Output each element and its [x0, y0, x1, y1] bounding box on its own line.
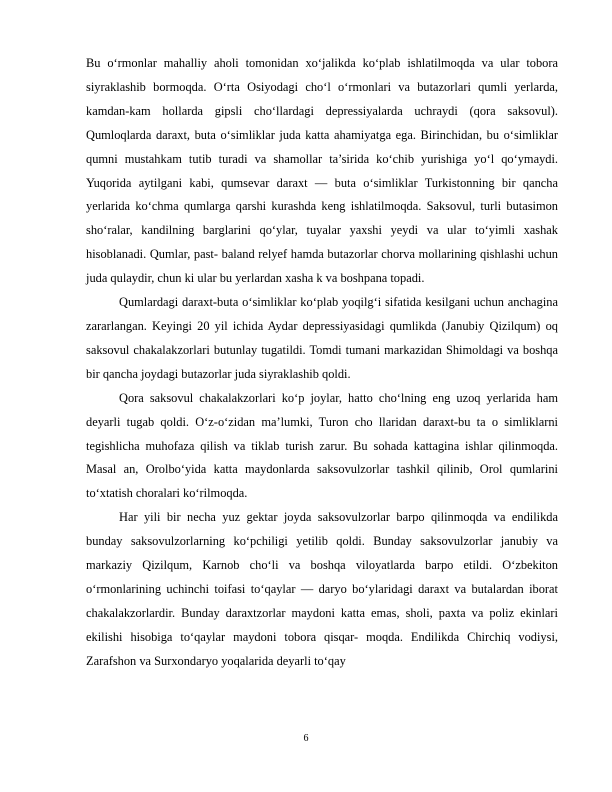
- paragraph-2: Qumlardagi daraxt-buta o‘simliklar ko‘plab yoqilg‘i sifatida kesilgani uchun anchagina zararlangan. Keyingi 20 yil ichida Aydar depressiyasidagi qumlikda (Janubiy Qizilqum) oq saksovul chakalakzorlari butunlay tugatildi. Tomdi tumani markazidan Shimoldagi va boshqa bir qancha joydagi butazorlar juda siyraklashib qoldi.: [86, 295, 558, 381]
- page-number: 6: [303, 733, 309, 744]
- document-body: [86, 52, 558, 674]
- paragraph-1: Bu o‘rmonlar mahalliy aholi tomonidan xo‘jalikda ko‘plab ishlatilmoqda va ular tobora siyraklashib bormoqda. O‘rta Osiyodagi cho‘l o‘rmonlari va butazorlari qumli yerlarda, kamdan-kam hollarda gipsli cho‘llardagi depressiyalarda uchraydi (qora saksovul). Qumloqlarda daraxt, buta o‘simliklar juda katta ahamiyatga ega. Birinchidan, bu o‘simliklar qumni mustahkam tutib turadi va shamollar ta’sirida ko‘chib yurishiga yo‘l qo‘ymaydi. Yuqorida aytilgani kabi, qumsevar daraxt — buta o‘simliklar Turkistonning bir qancha yerlarida ko‘chma qumlarga qarshi kurashda keng ishlatilmoqda. Saksovul, turli butasimon sho‘ralar, kandilning barglarini qo‘ylar, tuyalar yaxshi yeydi va ular to‘yimli xashak hisoblanadi. Qumlar, past- baland relyef hamda butazorlar chorva mollarining qishlashi uchun juda qulaydir, chun ki ular bu yerlardan xasha k va boshpana topadi.: [86, 56, 558, 286]
- paragraph-4: Har yili bir necha yuz gektar joyda saksovulzorlar barpo qilinmoqda va endilikda bunday saksovulzorlarning ko‘pchiligi yetilib qoldi. Bunday saksovulzorlar janubiy va markaziy Qizilqum, Karnob cho‘li va boshqa viloyatlarda barpo etildi. O‘zbekiton o‘rmonlarining uchinchi toifasi to‘qaylar — daryo bo‘ylaridagi daraxt va butalardan iborat chakalakzorlardir. Bunday daraxtzorlar maydoni katta emas, sholi, paxta va poliz ekinlari ekilishi hisobiga to‘qaylar maydoni tobora qisqar- moqda. Endilikda Chirchiq vodiysi, Zarafshon va Surxondaryo yoqalarida deyarli to‘qay: [86, 510, 558, 668]
- paragraph-3: Qora saksovul chakalakzorlari ko‘p joylar, hatto cho‘lning eng uzoq yerlarida ham deyarli tugab qoldi. O‘z-o‘zidan ma’lumki, Turon cho llaridan daraxt-bu ta o simliklarni tegishlicha muhofaza qilish va tiklab turish zarur. Bu sohada kattagina ishlar qilinmoqda. Masal an, Orolbo‘yida katta maydonlarda saksovulzorlar tashkil qilinib, Orol qumlarini to‘xtatish choralari ko‘rilmoqda.: [86, 390, 558, 501]
